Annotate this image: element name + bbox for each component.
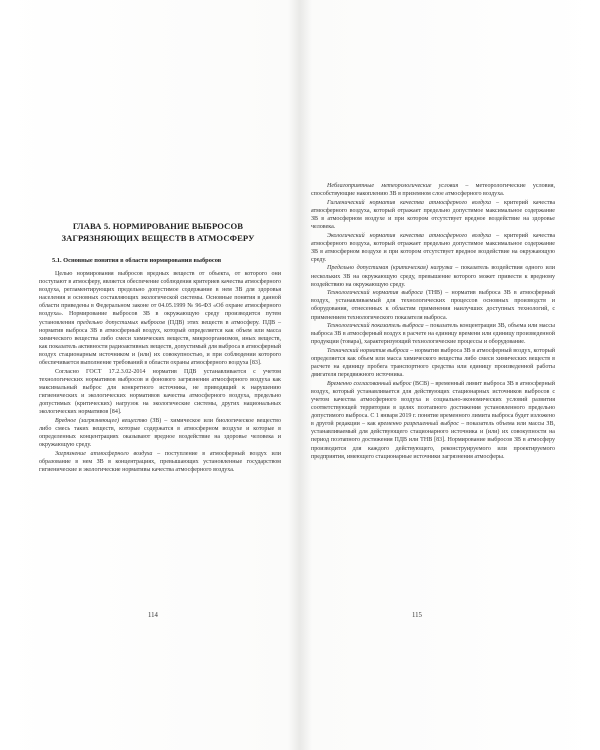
paragraph: Технологический показатель выброса – показатель концентрации ЗВ, объема или массы выброса ЗВ в атмосферный воздух в расчете на единицу времени или единицу произведенной продукции (товара), характеризующий технологические процессы и оборудование. [311,323,555,346]
section-title: 5.1. Основные понятия в области нормирования выбросов [52,257,222,264]
right-page [300,0,600,750]
paragraph: Технологический норматив выброса (ТНВ) – норматив выброса ЗВ в атмосферный воздух, устанавливаемый для технологических процессов основных производств и оборудования, отнесенных к областям применения наилучших доступных технологий, с применением технологического показателя выброса. [311,290,556,321]
paragraph: Целью нормирования выбросов вредных веществ от объекта, от которого они поступают в атмосферу, является обеспечение соблюдения критериев качества атмосферного воздуха, регламентирующих предельно допустимое содержание в нем ЗВ для здоровья населения и основных составляющих экологической системы. Основные понятия в данной области приведены в Федеральном законе от 04.05.1999 № 96-ФЗ «Об охране атмосферного воздуха». Нормирование выбросов ЗВ в окружающую среду производится путем установления предельно допустимых выбросов (ПДВ) этих веществ в атмосферу. ПДВ – норматив выброса ЗВ в атмосферный воздух, который определяется как объем или масса химического вещества либо смеси химических веществ, микроорганизмов, иных веществ, как показатель активности радиоактивных веществ, допустимый для выброса в атмосферный воздух стационарным источником и (или) их совокупностью, и при соблюдении которого обеспечивается выполнение требований в области охраны атмосферного воздуха [83]. [39,271,281,367]
page-number: 115 [412,612,422,619]
paragraph: Экологический норматив качества атмосферного воздуха – критерий качества атмосферного воздуха, который отражает предельно допустимое максимальное содержание ЗВ в атмосферном воздухе и при котором отсутствует вредное воздействие на окружающую среду. [311,232,556,263]
chapter-title-line1: ГЛАВА 5. НОРМИРОВАНИЕ ВЫБРОСОВ [72,221,244,231]
paragraph: Технический норматив выброса – норматив выброса ЗВ в атмосферный воздух, который определяется как объем или масса химического вещества либо смеси химических веществ в расчете на единицу пробега транспортного средства или единицу произведенной работы двигателя передвижного источника. [311,347,556,379]
chapter-title-line2: ЗАГРЯЗНЯЮЩИХ ВЕЩЕСТВ В АТМОСФЕРУ [61,232,255,243]
left-text-column [39,270,281,474]
paragraph: Гигиенический норматив качества атмосферного воздуха – критерий качества атмосферного воздуха, который отражает предельно допустимое максимальное содержание ЗВ в атмосферном воздухе и при котором отсутствует вредное воздействие на здоровье человека. [311,199,556,230]
paragraph: Предельно допустимая (критическая) нагрузка – показатель воздействия одного или нескольких ЗВ на окружающую среду, превышение которого может привести к вредному воздействию на окружающую среду. [311,265,556,288]
right-text-column [311,182,555,461]
chapter-title [36,221,280,244]
paragraph: Загрязнение атмосферного воздуха – поступление в атмосферный воздух или образование в нем ЗВ в концентрациях, превышающих установленные государством гигиенические и экологические нормативы качества атмосферного воздуха. [39,450,281,473]
paragraph: Неблагоприятные метеорологические условия – метеорологические условия, способствующие накоплению ЗВ в приземном слое атмосферного воздуха. [311,183,555,198]
paragraph: Согласно ГОСТ 17.2.3.02-2014 норматив ПДВ устанавливается с учетом технологических нормативов выбросов и фонового загрязнения атмосферного воздуха как максимальный выброс для конкретного источника, не приводящий к нарушению гигиенических и экологических нормативов качества атмосферного воздуха, предельно допустимых (критических) нагрузок на экологические системы, других национальных экологических нормативов [84]. [39,368,281,416]
paragraph: Вредное (загрязняющее) вещество (ЗВ) – химическое или биологическое вещество либо смесь таких веществ, которые содержатся в атмосферном воздухе и которые в определенных концентрациях оказывают вредное воздействие на здоровье человека и окружающую среду. [39,417,282,448]
paragraph: Временно согласованный выброс (ВСВ) – временный лимит выброса ЗВ в атмосферный воздух, который устанавливается для действующих стационарных источников выбросов с учетом качества атмосферного воздуха и социально-экономических условий развития соответствующей территории в целях поэтапного достижения установленного предельно допустимого выброса. С 1 января 2019 г. понятие временного лимита выброса будет изложено в другой редакции – как временно разрешенный выброс – показатель объема или массы ЗВ, устанавливаемый для действующего стационарного источника и (или) их совокупности на период поэтапного достижения ПДВ или ТНВ [83]. Нормирование выбросов ЗВ в атмосферу производится для каждого действующего, реконструируемого или проектируемого предприятия, имеющего стационарные источники загрязнения атмосферы. [311,380,555,460]
page-number: 114 [148,612,158,619]
